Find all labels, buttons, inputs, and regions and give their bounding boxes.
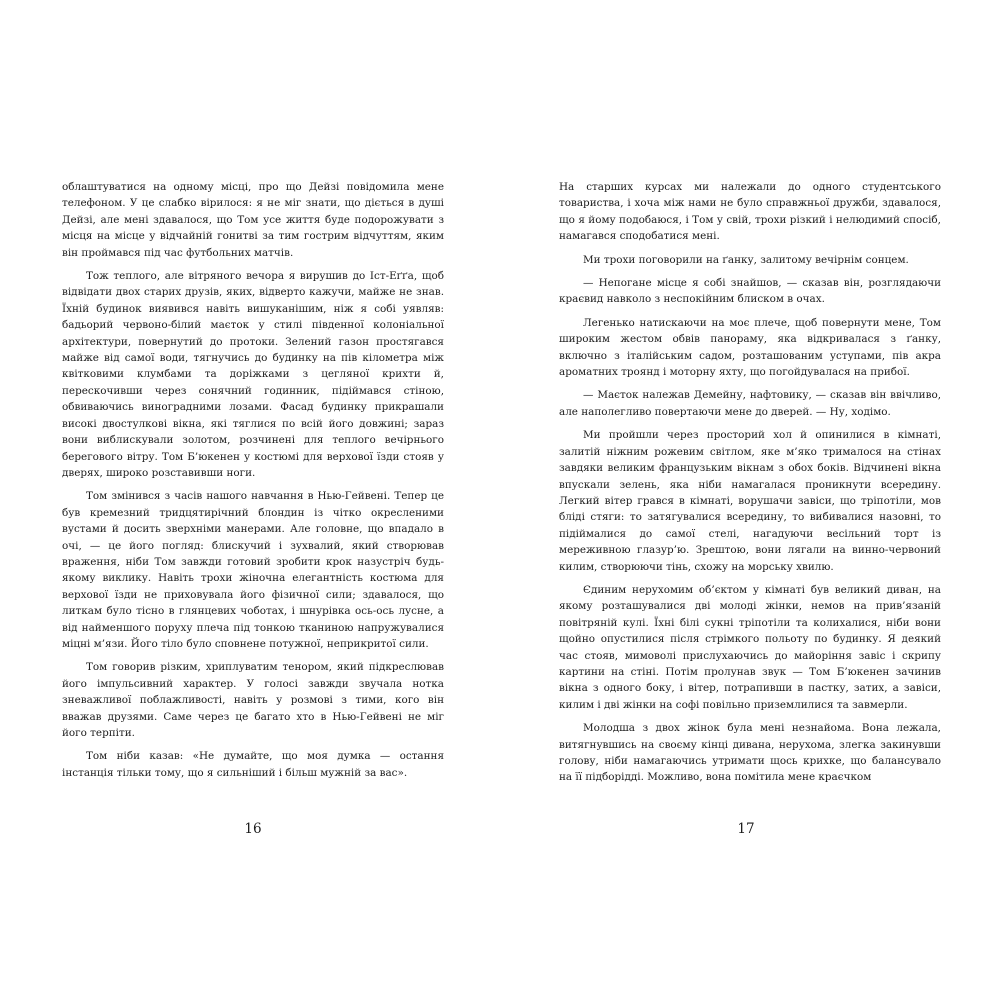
paragraph: Тож теплого, але вітряного вечора я вирушив до Іст-Еґґа, щоб відвідати двох старих друзів, яких, відверто кажучи, майже не знав. Їхній будинок виявився навіть вишуканішим, ніж я собі уявляв: бадьорий червоно-білий маєток у стилі південної колоніальної архітектури, повернутий до протоки. Зелений газон простягався майже від самої води, тягнучись до будинку на пів кілометра між квітковими клумбами та доріжками з цегляної крихти й, перескочивши через сонячний годинник, підіймався стіною, обвиваючись виноградними лозами. Фасад будинку прикрашали високі двостулкові вікна, які тяглися по всій його довжині; зараз вони виблискували золотом, розчинені для теплого вечірнього берегового вітру. Том Б’юкенен у костюмі для верхової їзди стояв у дверях, широко розставивши ноги. [62,270,444,479]
paragraph: Том змінився з часів нашого навчання в Нью-Гейвені. Тепер це був кремезний тридцятирічний блондин із чітко окресленими вустами й досить зверхніми манерами. Але головне, що впадало в очі, — це його погляд: блискучий і зухвалий, який створював враження, ніби Том завжди готовий зробити крок назустріч будь-якому виклику. Навіть трохи жіночна елегантність костюма для верхової їзди не приховувала його фізичної сили; здавалося, що литкам було тісно в глянцевих чоботах, і шнурівка ось-ось лусне, а від найменшого поруху плеча під тонкою тканиною напружувалися міцні м’язи. Його тіло було сповнене потужної, неприкритої сили. [62,490,444,650]
paragraph: — Маєток належав Демейну, нафтовику, — сказав він ввічливо, але наполегливо повертаючи мене до дверей. — Ну, ходімо. [559,389,941,418]
page-number-left: 16 [244,821,262,837]
paragraph: Молодша з двох жінок була мені незнайома. Вона лежала, витягнувшись на своєму кінці дивана, нерухома, злегка закинувши голову, ніби намагаючись утримати щось крихке, що балансувало на її підборідді. Можливо, вона помітила мене краєчком [559,722,941,784]
paragraph: Єдиним нерухомим об’єктом у кімнаті був великий диван, на якому розташувалися дві молоді жінки, немов на прив’язаній повітряній кулі. Їхні білі сукні тріпотіли та колихалися, ніби вони щойно опустилися після стрімкого польоту по будинку. Я деякий час стояв, мимоволі прислухаючись до майоріння завіс і скрипу картини на стіні. Потім пролунав звук — Том Б’юкенен зачинив вікна з одного боку, і вітер, потрапивши в пастку, затих, а завіси, килим і дві жінки на софі повільно приземлилися та завмерли. [559,583,941,711]
paragraph: На старших курсах ми належали до одного студентського товариства, і хоча між нами не було справжньої дружби, здавалося, що я йому подобаюся, і Том у свій, трохи різкий і нелюдимий спосіб, намагався сподобатися мені. [559,181,941,243]
right-page-text [559,179,941,786]
paragraph: Легенько натискаючи на моє плече, щоб повернути мене, Том широким жестом обвів панораму, яка відкривалася з ґанку, включно з італійським садом, розташованим уступами, пів акра ароматних троянд і моторну яхту, що погойдувалася на прибої. [559,316,941,379]
paragraph: Том ніби казав: «Не думайте, що моя думка — остання інстанція тільки тому, що я сильніший і більш мужній за вас». [62,750,444,779]
page-number-right: 17 [737,821,755,837]
paragraph: — Непогане місце я собі знайшов, — сказав він, розглядаючи краєвид навколо з неспокійним блиском в очах. [559,277,941,306]
paragraph: Ми пройшли через просторий хол й опинилися в кімнаті, залитій ніжним рожевим світлом, яке м’яко трималося на стінах завдяки великим французьким вікнам з обох боків. Відчинені вікна впускали зелень, яка ніби намагалася проникнути всередину. Легкий вітер грався в кімнаті, ворушачи завіси, що тріпотіли, мов бліді стяги: то затягувалися всередину, то вибивалися назовні, то підіймалися до самої стелі, нагадуючи весільний торт із мереживною глазур’ю. Зрештою, вони лягали на винно-червоний килим, створюючи тінь, схожу на морську хвилю. [559,429,941,573]
paragraph: облаштуватися на одному місці, про що Дейзі повідомила мене телефоном. У це слабко вірилося: я не міг знати, що діється в душі Дейзі, але мені здавалося, що Том усе життя буде подорожувати з місця на місце у відчайній гонитві за тим гострим відчуттям, яким він проймався під час футбольних матчів. [62,181,444,259]
paragraph: Ми трохи поговорили на ґанку, залитому вечірнім сонцем. [583,253,909,266]
paragraph: Том говорив різким, хриплуватим тенором, який підкреслював його імпульсивний характер. У голосі завжди звучала нотка зневажливої поблажливості, навіть у розмові з тими, кого він вважав друзями. Саме через це багато хто в Нью-Гейвені не міг його терпіти. [62,661,444,739]
left-page-text [62,179,444,781]
